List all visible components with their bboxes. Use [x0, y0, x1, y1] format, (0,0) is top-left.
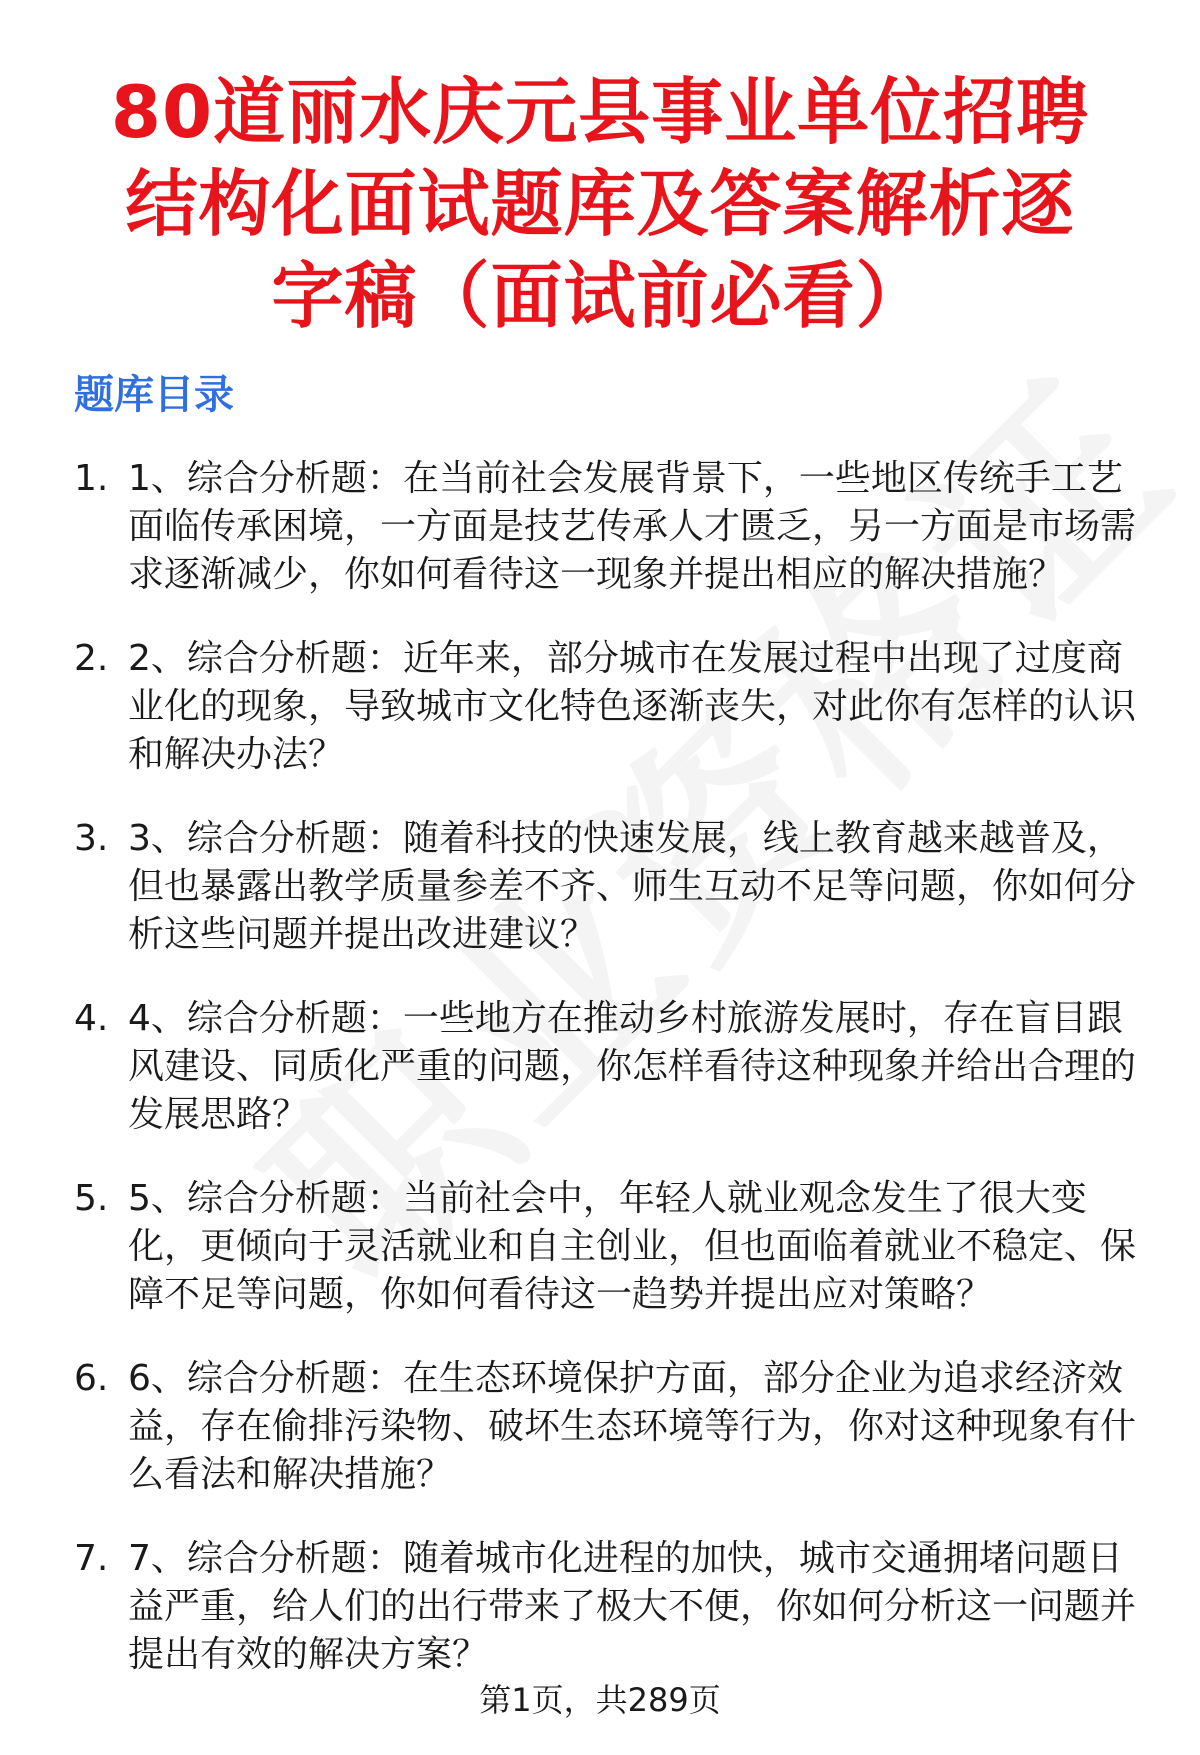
toc-item-number: 2.	[74, 638, 109, 679]
toc-item-text[interactable]: 6、综合分析题：在生态环境保护方面，部分企业为追求经济效益，存在偷排污染物、破坏生态环境等行为，你对这种现象有什么看法和解决措施？	[128, 1358, 1137, 1495]
toc-item-number: 7.	[74, 1538, 109, 1579]
page-number-footer: 第1页，共289页	[479, 1681, 721, 1719]
toc-item[interactable]	[0, 1175, 1200, 1319]
toc-item-number: 3.	[74, 818, 109, 859]
toc-item-text[interactable]: 1、综合分析题：在当前社会发展背景下，一些地区传统手工艺面临传承困境，一方面是技艺传承人才匮乏，另一方面是市场需求逐渐减少，你如何看待这一现象并提出相应的解决措施？	[128, 458, 1137, 595]
toc-item-text[interactable]: 3、综合分析题：随着科技的快速发展，线上教育越来越普及，但也暴露出教学质量参差不齐、师生互动不足等问题，你如何分析这些问题并提出改进建议？	[128, 818, 1137, 955]
toc-item[interactable]	[0, 995, 1200, 1139]
toc-item-number: 4.	[74, 998, 109, 1039]
toc-item[interactable]	[0, 1535, 1200, 1679]
toc-item[interactable]	[0, 815, 1200, 959]
toc-item-text[interactable]: 7、综合分析题：随着城市化进程的加快，城市交通拥堵问题日益严重，给人们的出行带来了极大不便，你如何分析这一问题并提出有效的解决方案？	[128, 1538, 1137, 1675]
toc-item[interactable]	[0, 455, 1200, 599]
toc-list	[0, 455, 1200, 1715]
toc-item-number: 6.	[74, 1358, 109, 1399]
toc-item[interactable]	[0, 635, 1200, 779]
toc-heading: 题库目录	[74, 372, 234, 418]
toc-item[interactable]	[0, 1355, 1200, 1499]
document-title: 80道丽水庆元县事业单位招聘结构化面试题库及答案解析逐字稿（面试前必看）	[110, 70, 1090, 338]
toc-item-text[interactable]: 5、综合分析题：当前社会中，年轻人就业观念发生了很大变化，更倾向于灵活就业和自主创业，但也面临着就业不稳定、保障不足等问题，你如何看待这一趋势并提出应对策略？	[128, 1178, 1137, 1315]
toc-item-text[interactable]: 2、综合分析题：近年来，部分城市在发展过程中出现了过度商业化的现象，导致城市文化特色逐渐丧失，对此你有怎样的认识和解决办法？	[128, 638, 1137, 775]
toc-item-number: 5.	[74, 1178, 109, 1219]
toc-item-number: 1.	[74, 458, 109, 499]
toc-item-text[interactable]: 4、综合分析题：一些地方在推动乡村旅游发展时，存在盲目跟风建设、同质化严重的问题，你怎样看待这种现象并给出合理的发展思路？	[128, 998, 1137, 1135]
